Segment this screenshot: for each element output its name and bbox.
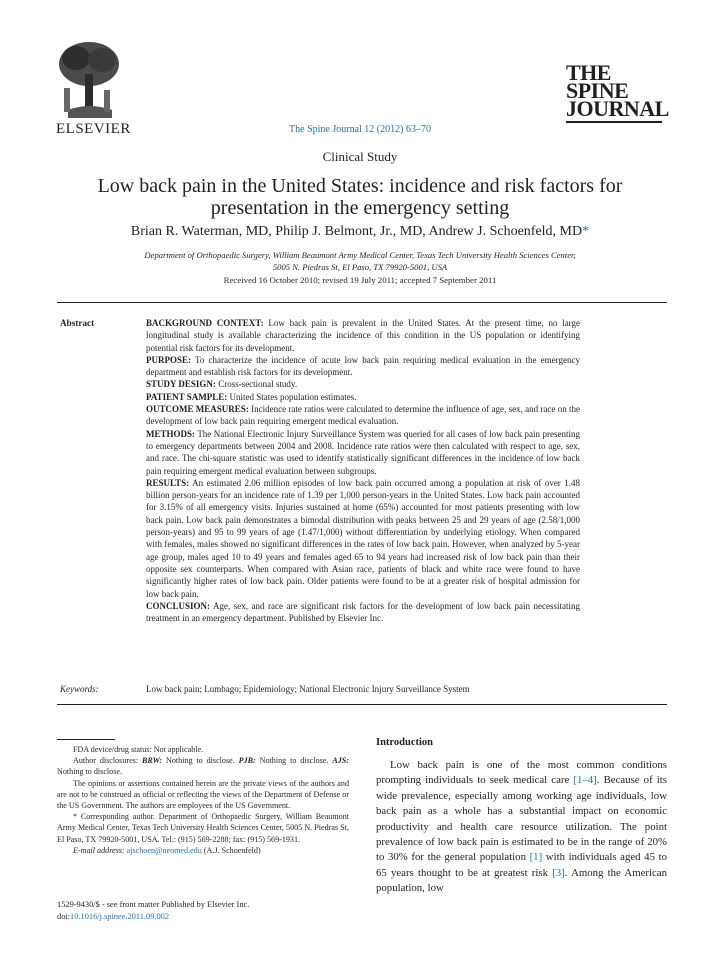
abstract-text: Age, sex, and race are significant risk factors for the development of low back pain necessitating treatment in an emergency department. Published by Elsevier Inc. [146,600,580,624]
abstract-heading: PURPOSE: [146,354,191,365]
journal-reference-link[interactable]: The Spine Journal 12 (2012) 63–70 [289,124,431,135]
authors-text: Brian R. Waterman, MD, Philip J. Belmont, Jr., MD, Andrew J. Schoenfeld, MD [130,224,583,239]
doi-link[interactable]: 10.1016/j.spinee.2011.09.002 [70,911,170,921]
body-text: Low back pain is one of the most common conditions prompting individuals to seek medical care [376,759,667,787]
abstract-paragraph [146,428,580,477]
abstract-label: Abstract [60,318,95,328]
doi-prefix: doi: [57,911,71,921]
footnote [57,845,349,856]
body-text: . Because of its wide prevalence, especially among working age individuals, low back pain as a whole has a substantial impact on economic productivity and health care resource utilization. The point prevalence of low back pain is estimated to be in the range of 20% to 30% for the general population [376,774,667,864]
body-text: . Among the American population, low [376,866,667,895]
doi-line [57,911,249,923]
abstract-heading: CONCLUSION: [146,600,211,611]
footnote: * Corresponding author. Department of Orthopaedic Surgery, William Beaumont Army Medical Center, Texas Tech University Health Sciences Center, 5005 N. Piedras St, El Paso, TX 79920-5001, USA. Tel.: (915) 569-2288; fax: (915) 569-1931. [57,812,349,844]
journal-logo-line: SPINE [566,78,629,103]
affiliation [60,249,660,273]
abstract-heading: PATIENT SAMPLE: [146,391,228,402]
introduction-paragraph [376,758,667,897]
divider [57,302,667,303]
elsevier-tree-logo [56,38,122,120]
footnote-text: Nothing to disclose. [255,756,333,766]
footnote-rule [57,739,115,740]
abstract-paragraph [146,378,580,390]
abstract-text: United States population estimates. [229,391,357,402]
abstract-text: An estimated 2.06 million episodes of low back pain occurred among a population at risk of over 1.48 billion person-years for an incidence rate of 1.39 per 1,000 person-years in the United States. Low back pain accounted for 3.15% of all emergency visits. Injuries sustained at home (65%) accounted for most patients presenting with low back pain. Low back pain demonstrates a bimodal distribution with peaks between 25 and 29 years of age (2.58/1,000 person-years) and 95 to 99 years of age (1.47/1,000) without differentiation by underlying etiology. When compared with females, males showed no significant differences in the rates of low back pain. However, when analyzed by 5-year age group, males aged 10 to 49 years and females aged 65 to 94 years had increased risk of low back pain than their opposite sex counterparts. When compared with Asian race, patients of black and white race were found to have significantly higher rates of low back pain. Older patients were found to be at a greater risk of hospital admission for low back pain. [146,477,580,599]
spine-journal-logo [566,60,669,121]
abstract-heading: OUTCOME MEASURES: [146,404,249,415]
footnote-text: Nothing to disclose. [57,767,122,777]
journal-logo-line: THE [566,60,611,85]
author-initials: BRW: [141,756,163,766]
abstract-paragraph [146,403,580,428]
abstract-text: Low back pain is prevalent in the United States. At the present time, no large longitudinal study is available characterizing the incidence of this condition in the US population or identifying potential risk factors for its development. [146,318,581,353]
abstract-paragraph [146,317,580,354]
abstract-heading: BACKGROUND CONTEXT: [146,318,264,328]
footnote: The opinions or assertions contained herein are the private views of the authors and are not to be construed as official or reflecting the views of the Department of Defense or the US Government. The authors are employees of the US Government. [57,778,349,811]
abstract-text: The National Electronic Injury Surveillance System was queried for all cases of low back pain presenting to emergency departments between 2004 and 2008. Incidence rate ratios were then calculated with respect to age, sex, and race. The chi-square statistic was used to identify statistically significant differences in the incidence of low back pain requiring emergent medical evaluation between subgroups. [146,428,580,476]
author-list [40,224,680,240]
footnote-text: Author disclosures: [73,756,142,766]
received-dates: Received 16 October 2010; revised 19 July 2011; accepted 7 September 2011 [223,275,497,285]
body-text: with individuals aged 45 to 65 years thought to be at greatest risk [376,851,667,879]
affiliation-line: Department of Orthopaedic Surgery, William Beaumont Army Medical Center, Texas Tech University Health Sciences Center, [144,250,576,260]
logo-underline [566,121,662,123]
abstract-paragraph [146,391,580,403]
abstract-heading: METHODS: [146,428,196,439]
abstract-paragraph [146,354,580,379]
publisher-name: ELSEVIER [56,121,131,137]
article-title: Low back pain in the United States: incidence and risk factors for presentation in the emergency setting [97,175,623,219]
author-initials: AJS: [332,756,349,766]
journal-logo-line: JOURNAL [566,96,669,121]
email-label: E-mail address: [73,845,125,855]
divider [57,704,667,705]
issn-line: 1529-9430/$ - see front matter Published by Elsevier Inc. [57,900,250,909]
affiliation-line: 5005 N. Piedras St, El Paso, TX 79920-5001, USA [272,262,448,272]
introduction-body [376,758,667,897]
footnote [57,755,349,777]
footnote-text: (A.J. Schoenfeld) [201,845,261,855]
abstract-text: To characterize the incidence of acute low back pain requiring medical evaluation in the emergency department and establish risk factors for its development. [146,354,580,378]
author-initials: PJB: [238,756,256,766]
email-link[interactable]: ajschoen@neomed.edu [126,845,202,855]
abstract-text: Incidence rate ratios were calculated to determine the influence of age, sex, and race on the development of low back pain requiring emergent medical evaluation. [146,404,580,427]
footnotes [57,744,349,856]
footnote: FDA device/drug status: Not applicable. [73,745,204,754]
article-section: Clinical Study [322,149,398,164]
citation-link[interactable]: [1–4] [573,774,597,787]
abstract-heading: STUDY DESIGN: [146,379,216,390]
footnote-text: Nothing to disclose. [162,756,239,766]
keywords-text: Low back pain; Lumbago; Epidemiology; National Electronic Injury Surveillance System [146,684,470,694]
citation-link[interactable]: [1] [529,851,543,864]
abstract-body [146,317,580,624]
corresponding-author-link[interactable]: * [582,224,590,239]
abstract-paragraph [146,600,580,625]
abstract-paragraph [146,477,580,600]
introduction-heading: Introduction [376,737,433,748]
issn-block [57,899,249,922]
citation-link[interactable]: [3] [552,866,565,879]
abstract-text: Cross-sectional study. [218,379,298,390]
abstract-heading: RESULTS: [146,477,190,488]
keywords-label: Keywords: [60,684,99,694]
